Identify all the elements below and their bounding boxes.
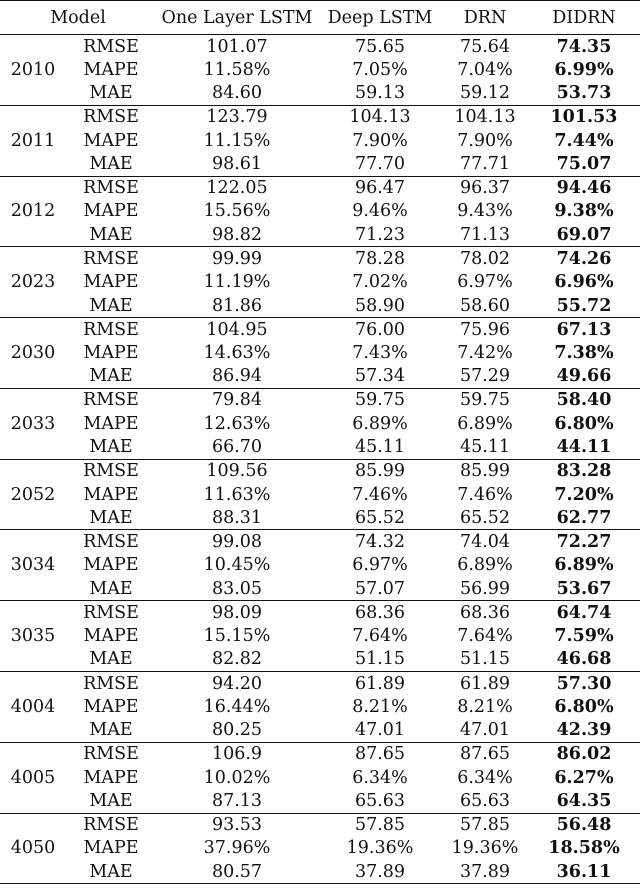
table-row	[0, 82, 640, 106]
one-layer-lstm-value: 79.84	[211, 390, 263, 411]
didrn-value: 64.35	[556, 791, 612, 812]
didrn-value: 7.59%	[554, 626, 614, 647]
deep-lstm-value: 65.63	[354, 791, 406, 812]
one-layer-lstm-value: 11.58%	[203, 59, 271, 80]
one-layer-lstm-value: 66.70	[211, 437, 263, 458]
one-layer-lstm-value: 93.53	[211, 815, 263, 836]
site-label: 2033	[10, 413, 56, 434]
deep-lstm-value: 7.02%	[352, 272, 408, 293]
drn-value: 74.04	[459, 532, 511, 553]
metric-label: MAPE	[83, 343, 139, 364]
table-row	[0, 247, 640, 271]
one-layer-lstm-value: 83.05	[211, 578, 263, 599]
didrn-value: 67.13	[556, 319, 612, 340]
drn-value: 19.36%	[451, 838, 519, 859]
header-row	[0, 1, 640, 35]
drn-value: 75.64	[459, 36, 511, 57]
one-layer-lstm-value: 11.63%	[203, 484, 271, 505]
deep-lstm-value: 58.90	[354, 295, 406, 316]
table-row	[0, 152, 640, 176]
one-layer-lstm-value: 88.31	[211, 507, 263, 528]
table-row	[0, 270, 640, 294]
metric-label: RMSE	[83, 532, 139, 553]
didrn-value: 7.38%	[554, 343, 614, 364]
drn-value: 7.46%	[457, 484, 513, 505]
deep-lstm-value: 7.90%	[352, 130, 408, 151]
one-layer-lstm-value: 14.63%	[203, 343, 271, 364]
table-row	[0, 105, 640, 129]
table-row	[0, 341, 640, 365]
one-layer-lstm-value: 11.19%	[203, 272, 271, 293]
deep-lstm-value: 68.36	[354, 602, 406, 623]
didrn-value: 94.46	[556, 178, 612, 199]
drn-value: 6.89%	[457, 413, 513, 434]
deep-lstm-value: 57.85	[354, 815, 406, 836]
deep-lstm-value: 9.46%	[352, 201, 408, 222]
table-row	[0, 719, 640, 743]
deep-lstm-value: 77.70	[354, 154, 406, 175]
metric-label: MAPE	[83, 413, 139, 434]
deep-lstm-value: 78.28	[354, 248, 406, 269]
metric-label: MAPE	[83, 555, 139, 576]
drn-value: 47.01	[459, 720, 511, 741]
deep-lstm-value: 6.89%	[352, 413, 408, 434]
didrn-value: 62.77	[556, 507, 612, 528]
one-layer-lstm-value: 87.13	[211, 791, 263, 812]
table-row	[0, 672, 640, 696]
deep-lstm-value: 7.64%	[352, 626, 408, 647]
one-layer-lstm-value: 80.57	[211, 861, 263, 882]
didrn-value: 55.72	[556, 295, 612, 316]
site-label: 2010	[10, 59, 56, 80]
table-row	[0, 388, 640, 412]
table-row	[0, 58, 640, 82]
metric-label: MAPE	[83, 484, 139, 505]
drn-value: 61.89	[459, 673, 511, 694]
didrn-value: 58.40	[556, 390, 612, 411]
metric-label: MAPE	[83, 201, 139, 222]
header-one-layer-lstm: One Layer LSTM	[161, 7, 313, 28]
one-layer-lstm-value: 15.15%	[203, 626, 271, 647]
metric-label: MAE	[89, 861, 133, 882]
drn-value: 37.89	[459, 861, 511, 882]
one-layer-lstm-value: 98.09	[211, 602, 263, 623]
metric-label: RMSE	[83, 673, 139, 694]
metric-label: MAE	[89, 720, 133, 741]
metric-label: MAPE	[83, 626, 139, 647]
didrn-value: 64.74	[556, 602, 612, 623]
metric-label: MAE	[89, 578, 133, 599]
drn-value: 104.13	[454, 107, 516, 128]
metric-label: MAE	[89, 295, 133, 316]
drn-value: 7.64%	[457, 626, 513, 647]
metric-label: MAPE	[83, 767, 139, 788]
drn-value: 6.34%	[457, 767, 513, 788]
didrn-value: 9.38%	[554, 201, 614, 222]
table-row	[0, 766, 640, 790]
deep-lstm-value: 45.11	[354, 437, 406, 458]
deep-lstm-value: 76.00	[354, 319, 406, 340]
table-row	[0, 530, 640, 554]
header-drn: DRN	[463, 7, 507, 28]
site-label: 2023	[10, 272, 56, 293]
deep-lstm-value: 57.34	[354, 366, 406, 387]
didrn-value: 7.20%	[554, 484, 614, 505]
one-layer-lstm-value: 12.63%	[203, 413, 271, 434]
drn-value: 77.71	[459, 154, 511, 175]
one-layer-lstm-value: 11.15%	[203, 130, 271, 151]
one-layer-lstm-value: 80.25	[211, 720, 263, 741]
metric-label: MAE	[89, 649, 133, 670]
drn-value: 85.99	[459, 461, 511, 482]
didrn-value: 86.02	[556, 744, 612, 765]
metric-label: RMSE	[83, 744, 139, 765]
deep-lstm-value: 59.13	[354, 83, 406, 104]
one-layer-lstm-value: 84.60	[211, 83, 263, 104]
drn-value: 96.37	[459, 178, 511, 199]
metric-label: RMSE	[83, 815, 139, 836]
table-row	[0, 200, 640, 224]
didrn-value: 6.80%	[554, 413, 614, 434]
metric-label: RMSE	[83, 178, 139, 199]
drn-value: 7.04%	[457, 59, 513, 80]
deep-lstm-value: 104.13	[349, 107, 411, 128]
one-layer-lstm-value: 98.82	[211, 224, 263, 245]
didrn-value: 83.28	[556, 461, 612, 482]
site-label: 3035	[10, 626, 56, 647]
didrn-value: 53.73	[556, 83, 612, 104]
table-row	[0, 790, 640, 814]
didrn-value: 6.27%	[554, 767, 614, 788]
metric-label: RMSE	[83, 248, 139, 269]
didrn-value: 74.35	[556, 36, 612, 57]
deep-lstm-value: 7.46%	[352, 484, 408, 505]
drn-value: 45.11	[459, 437, 511, 458]
table-row	[0, 577, 640, 601]
site-label: 4004	[10, 696, 56, 717]
deep-lstm-value: 65.52	[354, 507, 406, 528]
table-row	[0, 860, 640, 884]
table-row	[0, 129, 640, 153]
site-label: 3034	[10, 555, 56, 576]
drn-value: 65.52	[459, 507, 511, 528]
one-layer-lstm-value: 37.96%	[203, 838, 271, 859]
header-deep-lstm: Deep LSTM	[327, 7, 433, 28]
one-layer-lstm-value: 99.99	[211, 248, 263, 269]
metric-label: MAPE	[83, 696, 139, 717]
drn-value: 78.02	[459, 248, 511, 269]
table-row	[0, 436, 640, 460]
one-layer-lstm-value: 104.95	[206, 319, 268, 340]
one-layer-lstm-value: 10.45%	[203, 555, 271, 576]
drn-value: 51.15	[459, 649, 511, 670]
deep-lstm-value: 37.89	[354, 861, 406, 882]
table-row	[0, 601, 640, 625]
one-layer-lstm-value: 94.20	[211, 673, 263, 694]
table-row	[0, 223, 640, 247]
table-row	[0, 695, 640, 719]
didrn-value: 6.80%	[554, 696, 614, 717]
deep-lstm-value: 74.32	[354, 532, 406, 553]
didrn-value: 6.96%	[554, 272, 614, 293]
one-layer-lstm-value: 109.56	[206, 461, 268, 482]
deep-lstm-value: 85.99	[354, 461, 406, 482]
metric-label: RMSE	[83, 602, 139, 623]
one-layer-lstm-value: 106.9	[211, 744, 263, 765]
metric-label: RMSE	[83, 461, 139, 482]
table-row	[0, 813, 640, 837]
didrn-value: 42.39	[556, 720, 612, 741]
table-body	[0, 35, 640, 884]
table-row	[0, 648, 640, 672]
didrn-value: 53.67	[556, 578, 612, 599]
site-label: 2052	[10, 484, 56, 505]
metric-label: RMSE	[83, 36, 139, 57]
deep-lstm-value: 47.01	[354, 720, 406, 741]
header-model: Model	[50, 7, 106, 28]
metric-label: MAPE	[83, 838, 139, 859]
drn-value: 7.90%	[457, 130, 513, 151]
didrn-value: 44.11	[556, 437, 612, 458]
table-row	[0, 483, 640, 507]
one-layer-lstm-value: 98.61	[211, 154, 263, 175]
drn-value: 58.60	[459, 295, 511, 316]
deep-lstm-value: 6.97%	[352, 555, 408, 576]
deep-lstm-value: 7.43%	[352, 343, 408, 364]
one-layer-lstm-value: 15.56%	[203, 201, 271, 222]
table-row	[0, 742, 640, 766]
deep-lstm-value: 75.65	[354, 36, 406, 57]
table-row	[0, 35, 640, 59]
header-didrn: DIDRN	[552, 7, 616, 28]
one-layer-lstm-value: 81.86	[211, 295, 263, 316]
table-row	[0, 554, 640, 578]
drn-value: 57.85	[459, 815, 511, 836]
didrn-value: 6.99%	[554, 59, 614, 80]
deep-lstm-value: 87.65	[354, 744, 406, 765]
metric-label: MAPE	[83, 130, 139, 151]
didrn-value: 6.89%	[554, 555, 614, 576]
metric-label: MAE	[89, 507, 133, 528]
one-layer-lstm-value: 86.94	[211, 366, 263, 387]
site-label: 4050	[10, 838, 56, 859]
metric-label: RMSE	[83, 390, 139, 411]
table-row	[0, 624, 640, 648]
drn-value: 65.63	[459, 791, 511, 812]
site-label: 2012	[10, 201, 56, 222]
deep-lstm-value: 59.75	[354, 390, 406, 411]
deep-lstm-value: 61.89	[354, 673, 406, 694]
table-row	[0, 365, 640, 389]
drn-value: 6.89%	[457, 555, 513, 576]
metric-label: MAE	[89, 791, 133, 812]
table-row	[0, 837, 640, 861]
deep-lstm-value: 96.47	[354, 178, 406, 199]
didrn-value: 69.07	[556, 224, 612, 245]
drn-value: 56.99	[459, 578, 511, 599]
one-layer-lstm-value: 122.05	[206, 178, 268, 199]
didrn-value: 18.58%	[548, 838, 620, 859]
drn-value: 68.36	[459, 602, 511, 623]
site-label: 4005	[10, 767, 56, 788]
didrn-value: 74.26	[556, 248, 612, 269]
deep-lstm-value: 19.36%	[346, 838, 414, 859]
drn-value: 7.42%	[457, 343, 513, 364]
didrn-value: 57.30	[556, 673, 612, 694]
didrn-value: 75.07	[556, 154, 612, 175]
table-row	[0, 318, 640, 342]
drn-value: 59.75	[459, 390, 511, 411]
metric-label: MAPE	[83, 59, 139, 80]
site-label: 2011	[10, 130, 56, 151]
drn-value: 75.96	[459, 319, 511, 340]
drn-value: 8.21%	[457, 696, 513, 717]
metric-label: RMSE	[83, 319, 139, 340]
didrn-value: 72.27	[556, 532, 612, 553]
didrn-value: 49.66	[556, 366, 612, 387]
didrn-value: 7.44%	[554, 130, 614, 151]
table-row	[0, 459, 640, 483]
table-row	[0, 506, 640, 530]
table-row	[0, 176, 640, 200]
deep-lstm-value: 51.15	[354, 649, 406, 670]
one-layer-lstm-value: 16.44%	[203, 696, 271, 717]
metric-label: MAE	[89, 83, 133, 104]
one-layer-lstm-value: 82.82	[211, 649, 263, 670]
metric-label: MAPE	[83, 272, 139, 293]
metric-label: MAE	[89, 224, 133, 245]
deep-lstm-value: 6.34%	[352, 767, 408, 788]
deep-lstm-value: 8.21%	[352, 696, 408, 717]
one-layer-lstm-value: 10.02%	[203, 767, 271, 788]
didrn-value: 46.68	[556, 649, 612, 670]
didrn-value: 56.48	[556, 815, 612, 836]
one-layer-lstm-value: 101.07	[206, 36, 268, 57]
table-row	[0, 294, 640, 318]
drn-value: 59.12	[459, 83, 511, 104]
didrn-value: 101.53	[550, 107, 618, 128]
one-layer-lstm-value: 99.08	[211, 532, 263, 553]
metric-label: MAE	[89, 154, 133, 175]
table-row	[0, 412, 640, 436]
deep-lstm-value: 71.23	[354, 224, 406, 245]
metric-label: MAE	[89, 366, 133, 387]
didrn-value: 36.11	[556, 861, 612, 882]
site-label: 2030	[10, 343, 56, 364]
deep-lstm-value: 7.05%	[352, 59, 408, 80]
drn-value: 57.29	[459, 366, 511, 387]
drn-value: 9.43%	[457, 201, 513, 222]
drn-value: 71.13	[459, 224, 511, 245]
one-layer-lstm-value: 123.79	[206, 107, 268, 128]
drn-value: 87.65	[459, 744, 511, 765]
drn-value: 6.97%	[457, 272, 513, 293]
deep-lstm-value: 57.07	[354, 578, 406, 599]
metric-label: MAE	[89, 437, 133, 458]
metric-label: RMSE	[83, 107, 139, 128]
